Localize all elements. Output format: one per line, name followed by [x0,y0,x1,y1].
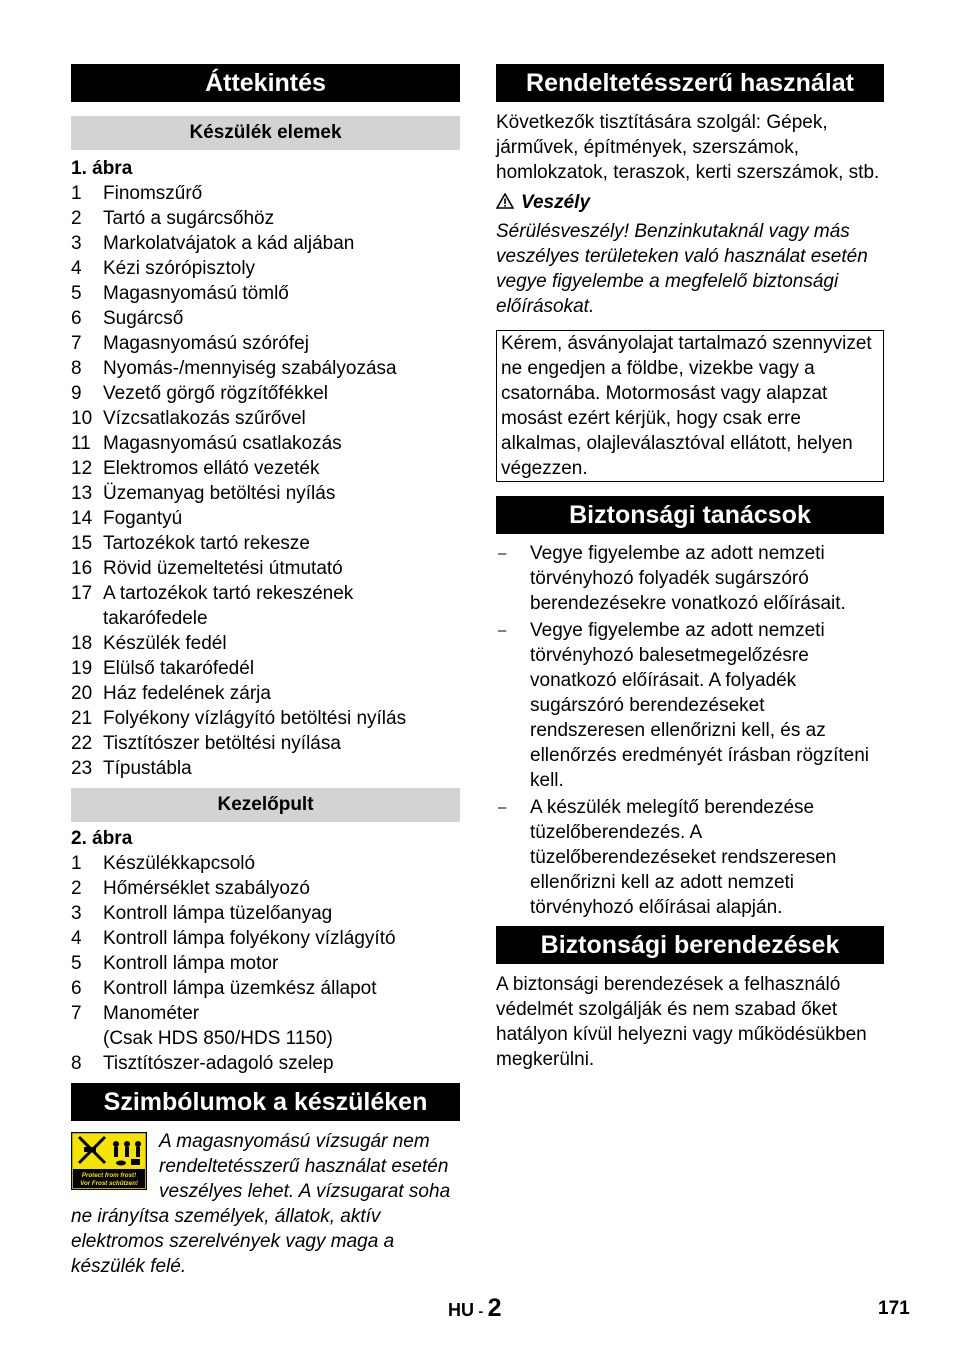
part-item-number: 5 [71,283,82,304]
part-item [71,431,460,456]
part-item-number: 16 [71,558,93,579]
danger-label-row [496,190,884,215]
footer-separator: - [478,1303,484,1319]
part-item-label: Fogantyú [103,508,183,529]
part-item-number: 20 [71,683,93,704]
footer-page-number: 171 [878,1298,910,1319]
control-item-note: (Csak HDS 850/HDS 1150) [103,1028,333,1049]
part-item-number: 9 [71,383,82,404]
part-item-number: 7 [71,333,82,354]
part-item [71,681,460,706]
control-item-number: 6 [71,978,82,999]
part-item [71,481,460,506]
control-item-label: Tisztítószer-adagoló szelep [103,1053,334,1074]
part-item-number: 10 [71,408,93,429]
part-item-number: 14 [71,508,93,529]
part-item-label: Tartó a sugárcsőhöz [103,208,275,229]
part-item-number: 13 [71,483,93,504]
warning-triangle-icon [496,193,514,209]
danger-label: Veszély [521,192,591,213]
part-item [71,731,460,756]
right-column [496,64,884,1072]
part-item [71,556,460,581]
part-item-label: Elektromos ellátó vezeték [103,458,320,479]
part-item [71,356,460,381]
parts-list [71,181,460,781]
symbols-paragraph [71,1129,460,1279]
control-item-number: 2 [71,878,82,899]
part-item-label: Finomszűrő [103,183,203,204]
part-item-number: 6 [71,308,82,329]
control-item-number: 4 [71,928,82,949]
part-item-number: 2 [71,208,82,229]
part-item-label: Magasnyomású szórófej [103,333,309,354]
part-item [71,231,460,256]
part-item-label: Markolatvájatok a kád aljában [103,233,355,254]
intended-use-text: Következők tisztítására szolgál: Gépek, járművek, építmények, szerszámok, homlokzatok, teraszok, kerti szerszámok, stb. [496,112,880,183]
control-item [71,1051,460,1076]
part-item [71,706,460,731]
dash-bullet-icon: – [498,545,507,562]
part-item [71,206,460,231]
page-footer-local [448,1294,501,1323]
safety-item-text: Vegye figyelembe az adott nemzeti törvényhozó balesetmegelőzésre vonatkozó előírásait. A folyadék sugárszóró berendezéseket rendszeresen ellenőrizni kell, és az ellenőrzés eredményét írásban rögzíteni kell. [530,620,870,791]
part-item-label: Magasnyomású tömlő [103,283,289,304]
part-item-label: Magasnyomású csatlakozás [103,433,342,454]
safety-item-text: Vegye figyelembe az adott nemzeti törvényhozó folyadék sugárszóró berendezésekre vonatkozó előírásait. [530,543,846,614]
part-item [71,406,460,431]
safety-advice-list [496,541,884,920]
part-item-number: 4 [71,258,82,279]
control-item-number: 3 [71,903,82,924]
safety-item [496,541,884,616]
part-item [71,381,460,406]
part-item [71,581,460,631]
part-item [71,506,460,531]
footer-local-page: 2 [487,1294,502,1322]
part-item-label: Vezető görgő rögzítőfékkel [103,383,328,404]
part-item-label: Rövid üzemeltetési útmutató [103,558,343,579]
control-item [71,876,460,901]
part-item-label: Vízcsatlakozás szűrővel [103,408,306,429]
control-item [71,951,460,976]
footer-language: HU [448,1300,474,1320]
part-item-label: Tisztítószer betöltési nyílása [103,733,341,754]
symbol-caption-2: Vor Frost schützen! [80,1180,138,1187]
part-item [71,181,460,206]
part-item-label: Folyékony vízlágyító betöltési nyílás [103,708,407,729]
control-item-number: 7 [71,1003,82,1024]
dash-bullet-icon: – [498,622,507,639]
part-item-number: 3 [71,233,82,254]
safety-advice-heading: Biztonsági tanácsok [496,496,884,534]
part-item-number: 19 [71,658,93,679]
control-item [71,976,460,1001]
part-item [71,531,460,556]
control-item-number: 1 [71,853,82,874]
control-item-number: 5 [71,953,82,974]
part-item-label: Készülék fedél [103,633,227,654]
high-pressure-warning-symbol-icon [71,1132,147,1190]
safety-devices-text: A biztonsági berendezések a felhasználó védelmét szolgálják és nem szabad őket hatályon kívül helyezni vagy működésükben megkerülni. [496,974,867,1070]
part-item-label: Üzemanyag betöltési nyílás [103,483,336,504]
environment-notice-text: Kérem, ásványolajat tartalmazó szennyvizet ne engedjen a földbe, vizekbe vagy a csatornába. Motormosást vagy alapzat mosást ezért kérjük, hogy csak erre alkalmas, olajleválasztóval ellátott, helyen végezzen. [501,333,872,479]
control-item-label: Kontroll lámpa tüzelőanyag [103,903,333,924]
part-item-number: 1 [71,183,82,204]
figure-2-label: 2. ábra [71,828,133,849]
part-item-label: Kézi szórópisztoly [103,258,256,279]
part-item [71,631,460,656]
part-item-label: Sugárcső [103,308,184,329]
control-item-label: Kontroll lámpa motor [103,953,279,974]
part-item-label: Tartozékok tartó rekesze [103,533,310,554]
control-panel-list [71,851,460,1076]
part-item-number: 11 [71,433,91,454]
part-item [71,331,460,356]
part-item-number: 12 [71,458,93,479]
safety-devices-heading: Biztonsági berendezések [496,926,884,964]
part-item-label: A tartozékok tartó rekeszének takarófedele [103,583,354,629]
left-column [71,64,460,1279]
safety-item [496,795,884,920]
overview-heading: Áttekintés [71,64,460,102]
symbols-heading: Szimbólumok a készüléken [71,1083,460,1121]
environment-notice-box [496,330,884,482]
part-item-label: Ház fedelének zárja [103,683,271,704]
control-item-number: 8 [71,1053,82,1074]
control-item [71,926,460,951]
part-item-number: 8 [71,358,82,379]
control-item-label: Készülékkapcsoló [103,853,256,874]
control-item-label: Kontroll lámpa folyékony vízlágyító [103,928,396,949]
part-item [71,656,460,681]
control-item-label: Kontroll lámpa üzemkész állapot [103,978,377,999]
part-item-label: Típustábla [103,758,192,779]
control-item [71,1001,460,1051]
part-item [71,756,460,781]
part-item-label: Elülső takarófedél [103,658,255,679]
control-item-label: Manométer (Csak HDS 850/HDS 1150) [103,1001,460,1051]
intended-use-heading: Rendeltetésszerű használat [496,64,884,102]
figure-1-label: 1. ábra [71,158,133,179]
parts-subheading: Készülék elemek [71,116,460,150]
control-item [71,851,460,876]
control-item-label: Hőmérséklet szabályozó [103,878,310,899]
danger-text: Sérülésveszély! Benzinkutaknál vagy más veszélyes területeken való használat esetén vegye figyelembe a megfelelő biztonsági előírásokat. [496,221,868,317]
part-item-label: Nyomás-/mennyiség szabályozása [103,358,397,379]
symbols-text: A magasnyomású vízsugár nem rendeltetésszerű használat esetén veszélyes lehet. A vízsugarat soha ne irányítsa személyek, állatok, aktív elektromos szerelvények vagy maga a készülék felé. [71,1131,451,1277]
symbol-caption-1: Protect from frost! [81,1172,137,1179]
part-item [71,456,460,481]
part-item-number: 21 [71,708,93,729]
safety-item-text: A készülék melegítő berendezése tüzelőberendezés. A tüzelőberendezéseket rendszeresen ellenőrizni kell az adott nemzeti törvényhozó előírásai alapján. [530,797,837,918]
part-item [71,256,460,281]
control-item [71,901,460,926]
safety-item [496,618,884,793]
part-item [71,281,460,306]
part-item-number: 15 [71,533,93,554]
part-item [71,306,460,331]
dash-bullet-icon: – [498,799,507,816]
part-item-number: 23 [71,758,93,779]
part-item-number: 17 [71,583,93,604]
part-item-number: 22 [71,733,93,754]
control-panel-subheading: Kezelőpult [71,788,460,822]
part-item-number: 18 [71,633,93,654]
